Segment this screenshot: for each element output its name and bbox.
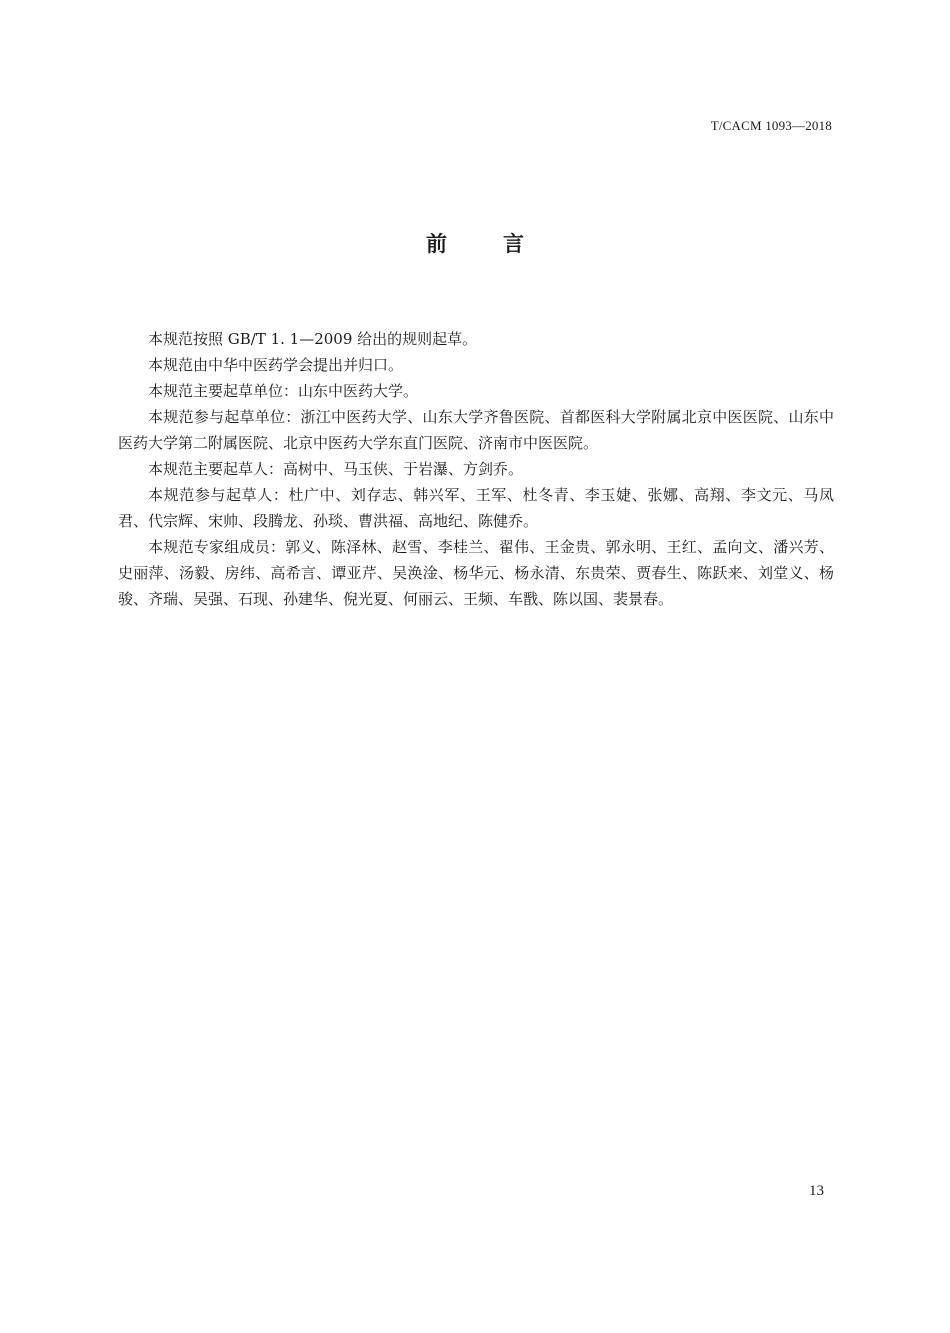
paragraph-participating-drafters: 本规范参与起草人：杜广中、刘存志、韩兴军、王军、杜冬青、李玉婕、张娜、高翔、李文元、马凤君、代宗辉、宋帅、段腾龙、孙琰、曹洪福、高地纪、陈健乔。 bbox=[118, 486, 834, 530]
paragraph-drafting-rules: 本规范按照 GB/T 1. 1—2009 给出的规则起草。 bbox=[148, 330, 478, 348]
page-number: 13 bbox=[809, 1183, 824, 1199]
page-title bbox=[0, 228, 950, 258]
document-code: T/CACM 1093—2018 bbox=[710, 118, 832, 133]
foreword-body bbox=[118, 326, 834, 612]
paragraph-main-drafting-unit: 本规范主要起草单位：山东中医药大学。 bbox=[148, 382, 419, 400]
title-char-1: 前 bbox=[426, 232, 447, 256]
paragraph-expert-group: 本规范专家组成员：郭义、陈泽林、赵雪、李桂兰、翟伟、王金贵、郭永明、王红、孟向文、潘兴芳、史丽萍、汤毅、房纬、高希言、谭亚芹、吴涣淦、杨华元、杨永清、东贵荣、贾春生、陈跃来、刘堂义、杨骏、齐瑞、吴强、石现、孙建华、倪光夏、何丽云、王频、车戬、陈以国、裴景春。 bbox=[118, 538, 834, 608]
paragraph-main-drafters: 本规范主要起草人：高树中、马玉侠、于岩瀑、方剑乔。 bbox=[148, 460, 524, 478]
paragraph-proposer: 本规范由中华中医药学会提出并归口。 bbox=[148, 356, 404, 374]
paragraph-participating-units: 本规范参与起草单位：浙江中医药大学、山东大学齐鲁医院、首都医科大学附属北京中医医院、山东中医药大学第二附属医院、北京中医药大学东直门医院、济南市中医医院。 bbox=[118, 408, 834, 452]
title-char-2: 言 bbox=[503, 232, 524, 256]
